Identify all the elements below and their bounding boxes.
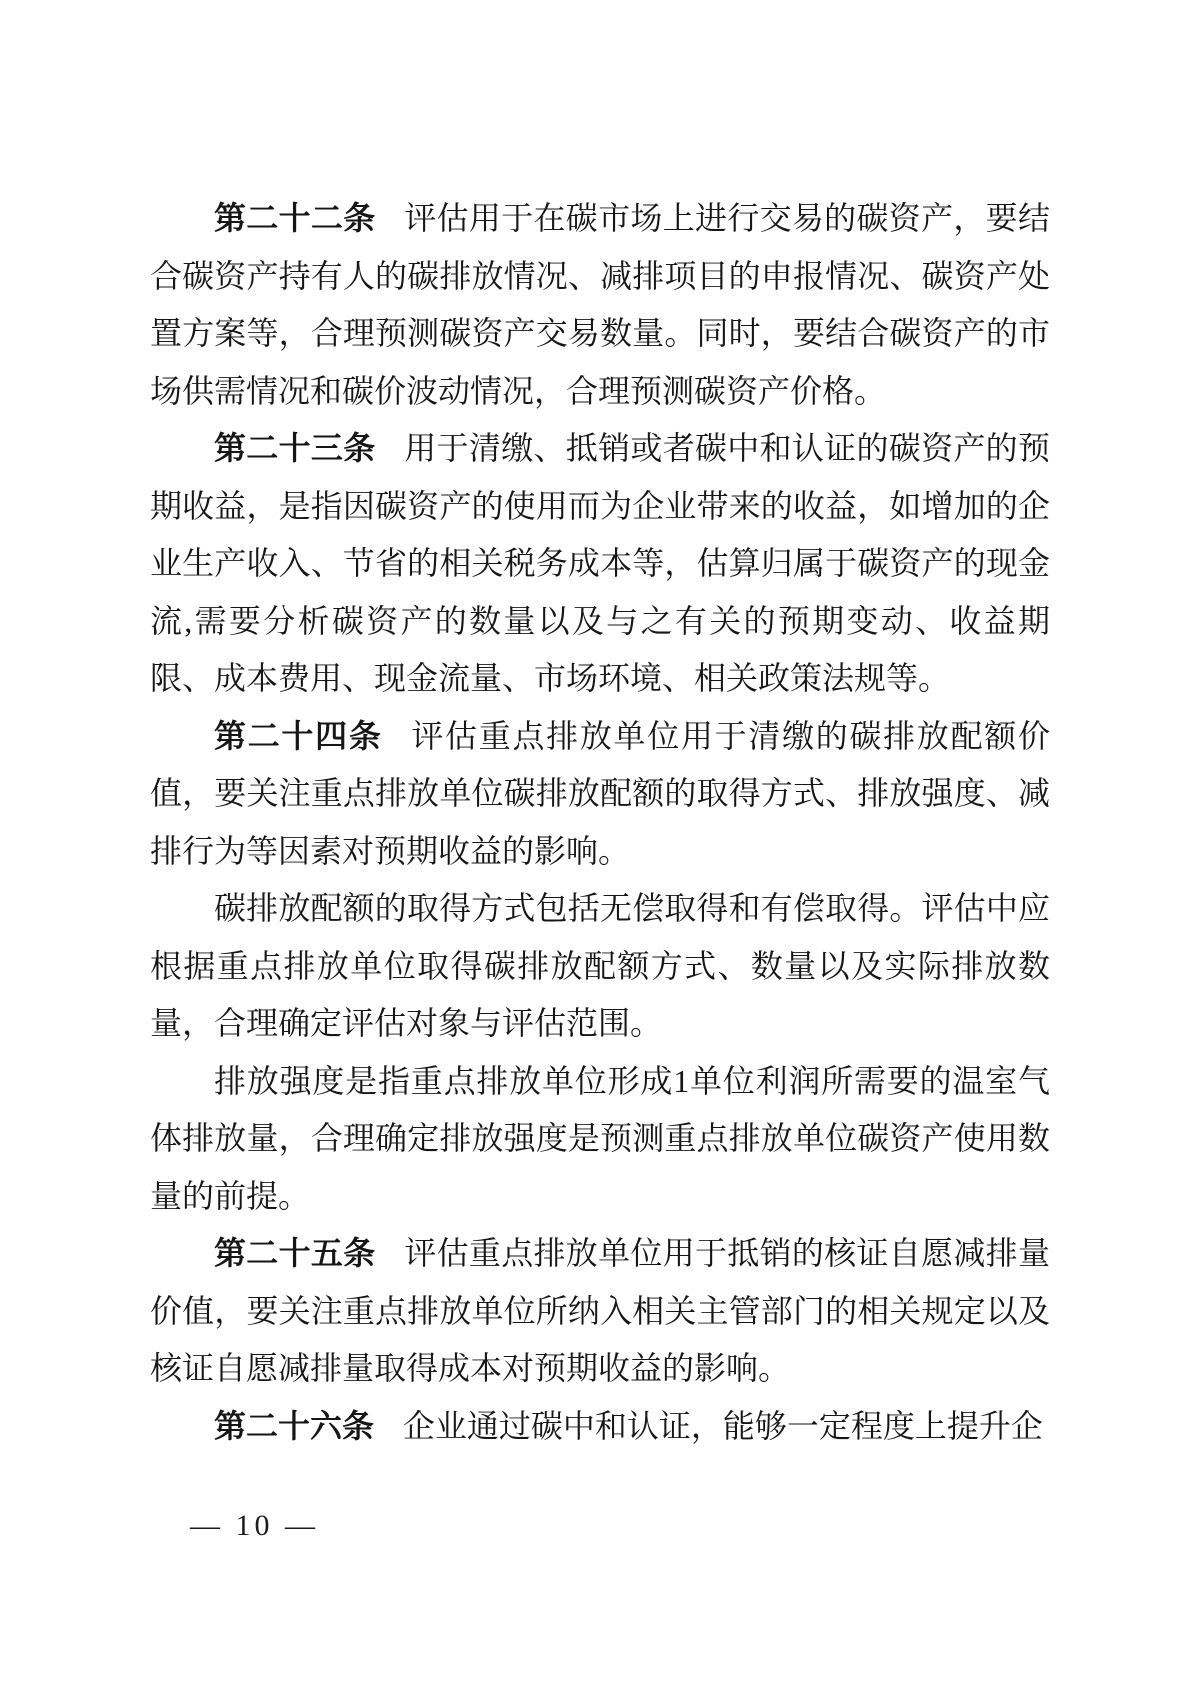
paragraph-text: 评估用于在碳市场上进行交易的碳资产，要结合碳资产持有人的碳排放情况、减排项目的申报情况、碳资产处置方案等，合理预测碳资产交易数量。同时，要结合碳资产的市场供需情况和碳价波动情况，合理预测碳资产价格。 xyxy=(150,200,1050,409)
paragraph-emission-intensity xyxy=(150,1053,1050,1226)
paragraph-text: 企业通过碳中和认证，能够一定程度上提升企 xyxy=(402,1407,1043,1444)
paragraph-quota-acquisition xyxy=(150,880,1050,1053)
paragraph-text: 评估重点排放单位用于抵销的核证自愿减排量价值，要关注重点排放单位所纳入相关主管部门的相关规定以及核证自愿减排量取得成本对预期收益的影响。 xyxy=(150,1235,1050,1386)
paragraph-article-22 xyxy=(150,190,1050,420)
document-body xyxy=(150,190,1050,1455)
page-number: — 10 — xyxy=(190,1509,319,1542)
paragraph-text: 排放强度是指重点排放单位形成1单位利润所需要的温室气体排放量，合理确定排放强度是预测重点排放单位碳资产使用数量的前提。 xyxy=(150,1062,1050,1214)
paragraph-text: 碳排放配额的取得方式包括无偿取得和有偿取得。评估中应根据重点排放单位取得碳排放配额方式、数量以及实际排放数量，合理确定评估对象与评估范围。 xyxy=(150,890,1050,1041)
paragraph-article-24 xyxy=(150,708,1050,881)
article-number: 第二十五条 xyxy=(214,1235,376,1271)
article-number: 第二十二条 xyxy=(214,200,376,236)
paragraph-article-23 xyxy=(150,420,1050,708)
paragraph-text: 评估重点排放单位用于清缴的碳排放配额价值，要关注重点排放单位碳排放配额的取得方式、排放强度、减排行为等因素对预期收益的影响。 xyxy=(150,717,1050,869)
article-number: 第二十六条 xyxy=(214,1407,375,1444)
paragraph-article-25 xyxy=(150,1225,1050,1398)
paragraph-text: 用于清缴、抵销或者碳中和认证的碳资产的预期收益，是指因碳资产的使用而为企业带来的收益，如增加的企业生产收入、节省的相关税务成本等，估算归属于碳资产的现金流,需要分析碳资产的数量以及与之有关的预期变动、收益期限、成本费用、现金流量、市场环境、相关政策法规等。 xyxy=(150,430,1050,696)
article-number: 第二十三条 xyxy=(214,430,376,466)
paragraph-article-26 xyxy=(150,1398,1050,1456)
article-number: 第二十四条 xyxy=(214,717,383,754)
